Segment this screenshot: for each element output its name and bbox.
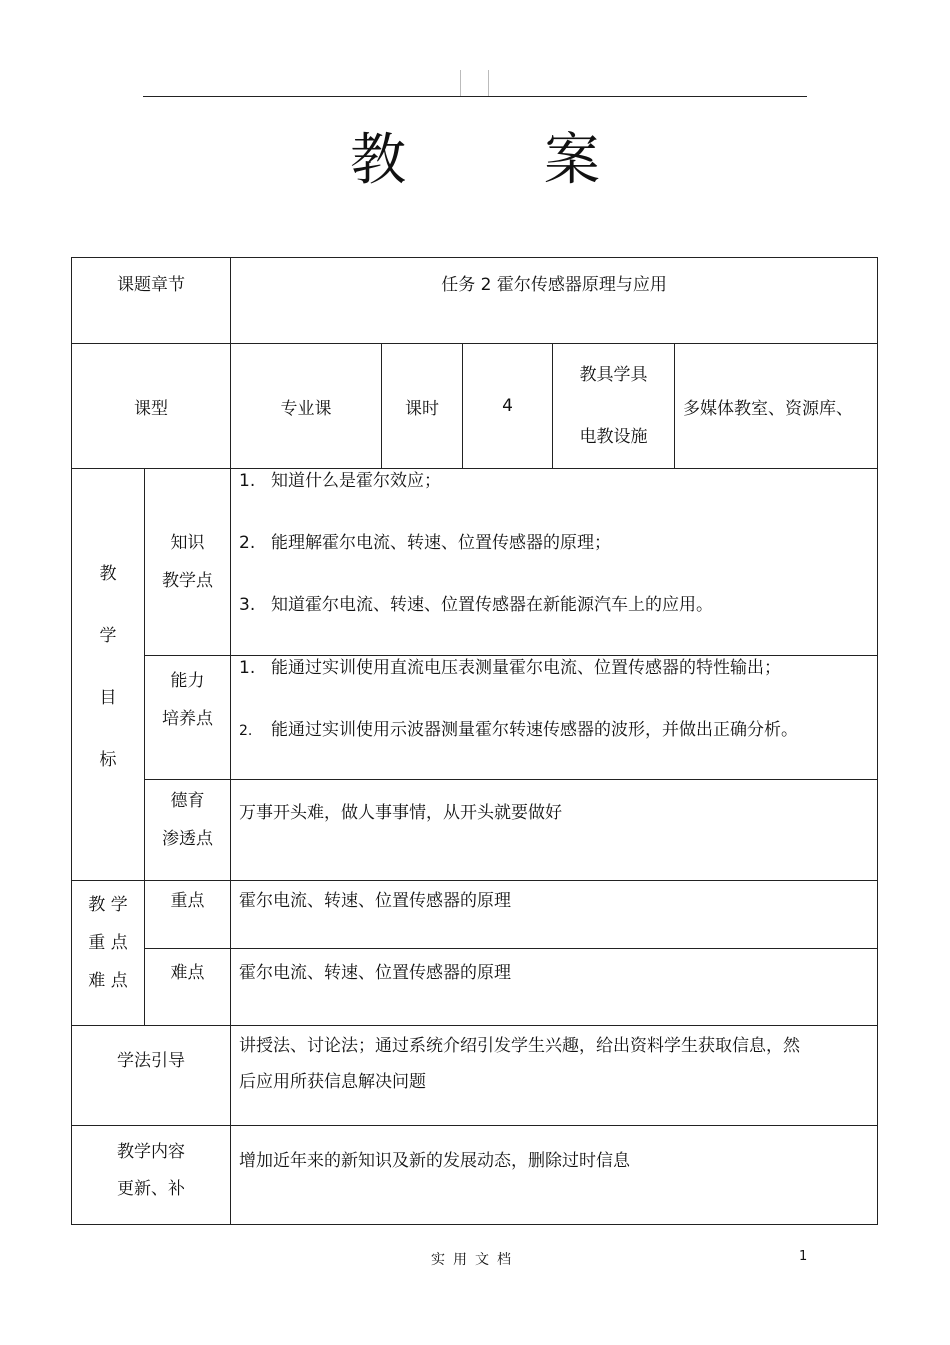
list-text: 知道霍尔电流、转速、位置传感器在新能源汽车上的应用。 bbox=[271, 595, 713, 615]
list-item bbox=[239, 531, 877, 555]
update-text: 增加近年来的新知识及新的发展动态，删除过时信息 bbox=[231, 1126, 878, 1225]
row-knowledge bbox=[72, 469, 878, 656]
equipment-label-line-1: 教具学具 bbox=[579, 365, 648, 385]
row-moral bbox=[72, 780, 878, 881]
list-text: 能通过实训使用直流电压表测量霍尔电流、位置传感器的特性输出； bbox=[271, 658, 781, 678]
difficulty-text: 霍尔电流、转速、位置传感器的原理 bbox=[231, 949, 878, 1026]
ability-label bbox=[145, 656, 231, 780]
goals-label-char: 学 bbox=[99, 626, 117, 646]
method-text bbox=[231, 1026, 878, 1126]
list-number: 2. bbox=[239, 723, 253, 739]
list-text: 知道什么是霍尔效应； bbox=[271, 471, 441, 491]
method-text-line-2: 后应用所获信息解决问题 bbox=[239, 1072, 426, 1092]
focus-label: 重点 bbox=[145, 881, 231, 949]
list-item bbox=[239, 593, 877, 617]
moral-label-line-1: 德育 bbox=[170, 791, 205, 811]
page-number: 1 bbox=[799, 1249, 808, 1264]
row-topic bbox=[72, 258, 878, 344]
list-number: 1. bbox=[239, 471, 256, 491]
key-points-label-line-3: 难 点 bbox=[88, 971, 128, 991]
row-course-info bbox=[72, 344, 878, 469]
key-points-label-line-2: 重 点 bbox=[88, 933, 128, 953]
goals-label-char: 标 bbox=[99, 750, 117, 770]
lesson-plan-table bbox=[71, 257, 878, 1225]
ability-label-line-2: 培养点 bbox=[162, 709, 213, 729]
equipment-label bbox=[553, 344, 675, 469]
list-number: 1. bbox=[239, 658, 256, 678]
list-number: 2. bbox=[239, 533, 256, 553]
header-rule bbox=[143, 96, 807, 97]
goals-label bbox=[72, 469, 145, 881]
goals-label-char: 教 bbox=[99, 564, 117, 584]
list-number: 3. bbox=[239, 595, 256, 615]
goals-label-char: 目 bbox=[99, 688, 117, 708]
course-type-label: 课型 bbox=[72, 344, 231, 469]
header-mark bbox=[460, 70, 489, 96]
key-points-label bbox=[72, 881, 145, 1026]
row-focus bbox=[72, 881, 878, 949]
row-ability bbox=[72, 656, 878, 780]
row-difficulty bbox=[72, 949, 878, 1026]
equipment-label-line-2: 电教设施 bbox=[579, 427, 648, 447]
key-points-label-line-1: 教 学 bbox=[88, 895, 128, 915]
moral-label bbox=[145, 780, 231, 881]
knowledge-label-line-2: 教学点 bbox=[162, 571, 213, 591]
knowledge-label-line-1: 知识 bbox=[170, 533, 205, 553]
list-item bbox=[239, 718, 877, 743]
row-method bbox=[72, 1026, 878, 1126]
hours-label: 课时 bbox=[382, 344, 463, 469]
list-text: 能通过实训使用示波器测量霍尔转速传感器的波形，并做出正确分析。 bbox=[271, 720, 798, 740]
focus-text: 霍尔电流、转速、位置传感器的原理 bbox=[231, 881, 878, 949]
list-text: 能理解霍尔电流、转速、位置传感器的原理； bbox=[271, 533, 611, 553]
ability-items bbox=[231, 656, 878, 780]
update-label bbox=[72, 1126, 231, 1225]
method-label: 学法引导 bbox=[72, 1026, 231, 1126]
document-title: 教 案 bbox=[350, 128, 660, 193]
list-item bbox=[239, 656, 877, 680]
ability-label-line-1: 能力 bbox=[170, 671, 205, 691]
equipment-value: 多媒体教室、资源库、 bbox=[675, 344, 878, 469]
knowledge-label bbox=[145, 469, 231, 656]
hours-value: 4 bbox=[463, 344, 553, 469]
update-label-line-2: 更新、补 bbox=[117, 1179, 185, 1199]
moral-text: 万事开头难，做人事事情，从开头就要做好 bbox=[231, 780, 878, 881]
knowledge-items bbox=[231, 469, 878, 656]
footer-label: 实用文档 bbox=[431, 1252, 519, 1268]
method-text-line-1: 讲授法、讨论法；通过系统介绍引发学生兴趣，给出资料学生获取信息，然 bbox=[239, 1036, 800, 1056]
course-type-value: 专业课 bbox=[231, 344, 382, 469]
moral-label-line-2: 渗透点 bbox=[162, 829, 213, 849]
row-content-update bbox=[72, 1126, 878, 1225]
list-item bbox=[239, 469, 877, 493]
topic-value: 任务 2 霍尔传感器原理与应用 bbox=[231, 258, 878, 344]
topic-label: 课题章节 bbox=[72, 258, 231, 344]
difficulty-label: 难点 bbox=[145, 949, 231, 1026]
update-label-line-1: 教学内容 bbox=[117, 1142, 185, 1162]
